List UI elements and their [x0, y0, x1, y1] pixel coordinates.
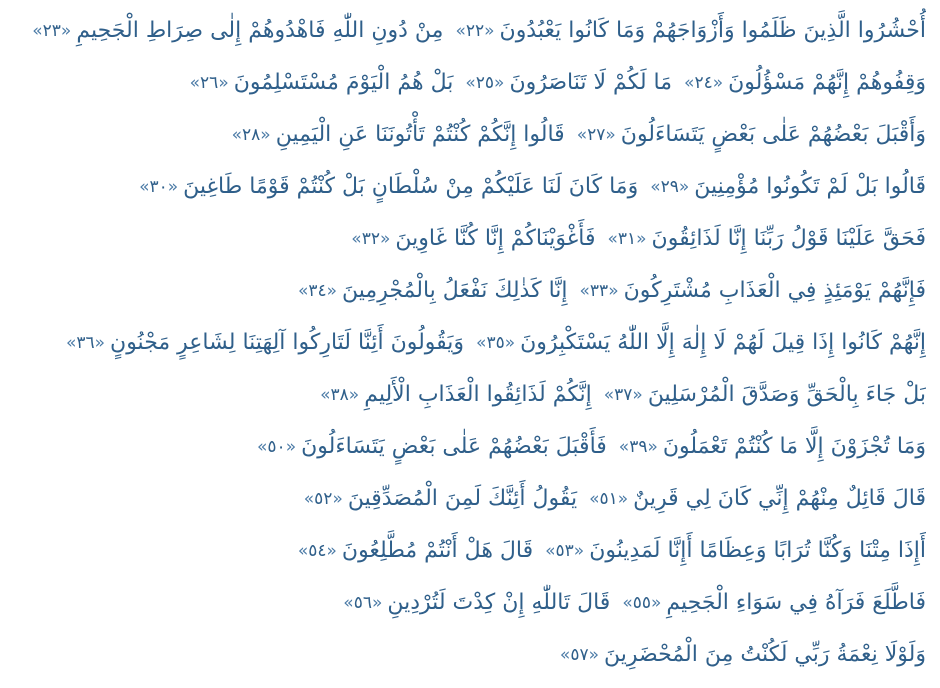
verse-number-marker [580, 266, 619, 316]
marker-ornament-icon: « [484, 21, 495, 41]
ayah [292, 486, 577, 511]
marker-ornament-icon: « [326, 541, 337, 561]
verse-number-marker [139, 162, 178, 212]
verse-number: ٣٤ [308, 281, 327, 301]
marker-ornament-icon: « [608, 281, 619, 301]
marker-ornament-icon: » [139, 177, 150, 197]
ayah-text: أُحْشُرُوا الَّذِينَ ظَلَمُوا وَأَزْوَاجَهُمْ وَمَا كَانُوا يَعْبُدُونَ [499, 18, 926, 43]
marker-ornament-icon: « [332, 489, 343, 509]
verse-number: ٢٤ [694, 73, 713, 93]
ayah-text: قَالَ هَلْ أَنْتُمْ مُطَّلِعُونَ [341, 538, 534, 563]
ayah [286, 278, 568, 303]
marker-ornament-icon: « [632, 385, 643, 405]
ayah [331, 590, 610, 615]
verse-number: ٣٩ [629, 437, 648, 457]
ayah [638, 174, 926, 199]
verse-number-marker [619, 422, 658, 472]
verse-number-marker [684, 58, 723, 108]
ayah-text: إِنَّكُمْ لَذَائِقُوا الْعَذَابِ الْأَلِيمِ [364, 382, 592, 407]
marker-ornament-icon: » [231, 125, 243, 145]
ayah-text: وَقِفُوهُمْ إِنَّهُمْ مَسْؤُلُونَ [728, 70, 926, 95]
ayah-text: وَيَقُولُونَ أَئِنَّا لَتَارِكُوا آلِهَتِنَا لِشَاعِرٍ مَجْنُونٍ [110, 330, 465, 355]
marker-ornament-icon: » [650, 177, 661, 197]
ayah-text: قَالَ قَائِلٌ مِنْهُمْ إِنِّي كَانَ لِي قَرِينٌ [633, 486, 926, 511]
marker-ornament-icon: » [545, 541, 556, 561]
verse-line [14, 474, 926, 526]
marker-ornament-icon: « [348, 385, 360, 405]
ayah [220, 122, 565, 147]
verse-number: ٢٨ [242, 125, 261, 145]
ayah [308, 382, 592, 407]
ayah-text: قَالُوا إِنَّكُمْ كُنْتُمْ تَأْتُونَنَا عَنِ الْيَمِينِ [275, 122, 565, 147]
ayah [568, 278, 926, 303]
marker-ornament-icon: « [94, 333, 106, 353]
ayah-text: فَحَقَّ عَلَيْنَا قَوْلُ رَبِّنَا إِنَّا لَذَائِقُونَ [651, 226, 926, 251]
ayah [178, 70, 454, 95]
verse-number-marker [465, 58, 504, 108]
verse-number: ٥٥ [632, 593, 651, 613]
marker-ornament-icon: » [65, 333, 77, 353]
marker-ornament-icon: « [60, 21, 72, 41]
verse-number: ٥٦ [353, 593, 372, 613]
verse-number: ٢٧ [587, 125, 606, 145]
ayah-text: يَقُولُ أَئِنَّكَ لَمِنَ الْمُصَدِّقِينَ [347, 486, 578, 511]
marker-ornament-icon: » [618, 437, 630, 457]
marker-ornament-icon: » [589, 489, 600, 509]
marker-ornament-icon: » [576, 125, 588, 145]
marker-ornament-icon: « [218, 73, 229, 93]
verse-number-marker [455, 6, 494, 56]
verse-number-marker [304, 474, 343, 524]
ayah [127, 174, 638, 199]
marker-ornament-icon: « [636, 229, 647, 249]
marker-ornament-icon: « [650, 593, 662, 613]
ayah [565, 122, 926, 147]
verse-line [14, 422, 926, 474]
marker-ornament-icon: « [647, 437, 658, 457]
ayah-text: أَإِذَا مِتْنَا وَكُنَّا تُرَابًا وَعِظَامًا أَإِنَّا لَمَدِينُونَ [589, 538, 926, 563]
verse-number: ٣٧ [614, 385, 633, 405]
verse-number-marker [66, 318, 105, 368]
marker-ornament-icon: « [285, 437, 297, 457]
ayah-text: إِنَّهُمْ كَانُوا إِذَا قِيلَ لَهُمْ لَا إِلٰهَ إِلَّا اللّٰهُ يَسْتَكْبِرُونَ [520, 330, 926, 355]
verse-number: ٣٦ [76, 333, 95, 353]
marker-ornament-icon: « [573, 541, 585, 561]
verse-number-marker [298, 266, 337, 316]
marker-ornament-icon: » [603, 385, 615, 405]
ayah-text: فَإِنَّهُمْ يَوْمَئِذٍ فِي الْعَذَابِ مُشْتَرِكُونَ [623, 278, 926, 303]
ayah-text: بَلْ جَاءَ بِالْحَقِّ وَصَدَّقَ الْمُرْسَلِينَ [647, 382, 926, 407]
verse-number-marker [476, 318, 515, 368]
verse-number-marker [607, 214, 646, 264]
verse-line [14, 630, 926, 682]
marker-ornament-icon: » [622, 593, 633, 613]
verse-number: ٣١ [617, 229, 637, 249]
ayah [453, 70, 672, 95]
ayah-text: إِنَّا كَذٰلِكَ نَفْعَلُ بِالْمُجْرِمِينَ [342, 278, 568, 303]
marker-ornament-icon: « [260, 125, 271, 145]
verse-number: ٢٢ [465, 21, 485, 41]
verse-number: ٥٤ [308, 541, 327, 561]
ayah-text: قَالُوا بَلْ لَمْ تَكُونُوا مُؤْمِنِينَ [694, 174, 926, 199]
verse-number: ٣٢ [361, 229, 380, 249]
verse-number: ٣٠ [149, 177, 168, 197]
verse-number: ٥٧ [570, 645, 589, 665]
verse-line [14, 58, 926, 110]
verse-number-marker [257, 422, 296, 472]
verse-lines [14, 6, 926, 682]
marker-ornament-icon: » [559, 645, 571, 665]
ayah-text: مَا لَكُمْ لَا تَنَاصَرُونَ [509, 70, 673, 95]
verse-number-marker [32, 6, 71, 56]
ayah-text: وَلَوْلَا نِعْمَةُ رَبِّي لَكُنْتُ مِنَ الْمُحْضَرِينَ [604, 642, 926, 667]
marker-ornament-icon: » [297, 541, 309, 561]
ayah-text: قَالَ تَاللّٰهِ إِنْ كِدْتَ لَتُرْدِينِ [387, 590, 611, 615]
verse-line [14, 6, 926, 58]
marker-ornament-icon: » [579, 281, 590, 301]
verse-number: ٢٣ [42, 21, 61, 41]
marker-ornament-icon: » [32, 21, 43, 41]
verse-number: ٥٢ [314, 489, 333, 509]
marker-ornament-icon: « [617, 489, 629, 509]
verse-line [14, 318, 926, 370]
marker-ornament-icon: » [607, 229, 618, 249]
marker-ornament-icon: « [712, 73, 724, 93]
ayah [607, 434, 926, 459]
verse-line [14, 370, 926, 422]
ayah-text: فَأَغْوَيْنَاكُمْ إِنَّا كُنَّا غَاوِينَ [395, 226, 596, 251]
verse-line [14, 526, 926, 578]
verse-line [14, 214, 926, 266]
ayah-text: فَاطَّلَعَ فَرَآهُ فِي سَوَاءِ الْجَحِيمِ [666, 590, 926, 615]
marker-ornament-icon: « [605, 125, 616, 145]
verse-number: ٢٦ [200, 73, 219, 93]
verse-number: ٥٠ [267, 437, 286, 457]
ayah [577, 486, 926, 511]
ayah [672, 70, 926, 95]
marker-ornament-icon: » [257, 437, 268, 457]
verse-number-marker [622, 578, 661, 628]
marker-ornament-icon: » [303, 489, 315, 509]
verse-number-marker [351, 214, 390, 264]
marker-ornament-icon: » [351, 229, 362, 249]
verse-number-marker [343, 578, 382, 628]
verse-number: ٥١ [599, 489, 618, 509]
verse-line [14, 578, 926, 630]
ayah [548, 642, 926, 667]
marker-ornament-icon: » [455, 21, 466, 41]
verse-number: ٥٣ [555, 541, 574, 561]
marker-ornament-icon: « [326, 281, 338, 301]
marker-ornament-icon: » [343, 593, 354, 613]
verse-number-marker [232, 110, 271, 160]
ayah [20, 18, 443, 43]
marker-ornament-icon: « [371, 593, 383, 613]
marker-ornament-icon: « [678, 177, 690, 197]
marker-ornament-icon: » [476, 333, 487, 353]
verse-number: ٢٩ [660, 177, 679, 197]
ayah [592, 382, 926, 407]
marker-ornament-icon: « [167, 177, 179, 197]
verse-number-marker [577, 110, 616, 160]
verse-line [14, 110, 926, 162]
marker-ornament-icon: » [684, 73, 695, 93]
verse-number-marker [560, 630, 599, 680]
ayah [443, 18, 926, 43]
verse-number: ٣٨ [330, 385, 349, 405]
ayah [286, 538, 533, 563]
ayah [595, 226, 926, 251]
marker-ornament-icon: « [588, 645, 599, 665]
ayah [339, 226, 595, 251]
marker-ornament-icon: » [465, 73, 476, 93]
verse-line [14, 162, 926, 214]
verse-number-marker [320, 370, 359, 420]
ayah [533, 538, 926, 563]
verse-number: ٢٥ [475, 73, 495, 93]
ayah [245, 434, 607, 459]
marker-ornament-icon: » [189, 73, 201, 93]
verse-line [14, 266, 926, 318]
marker-ornament-icon: « [379, 229, 391, 249]
verse-number-marker [190, 58, 229, 108]
ayah-text: مِنْ دُونِ اللّٰهِ فَاهْدُوهُمْ إِلٰى صِرَاطِ الْجَحِيمِ [76, 18, 444, 43]
marker-ornament-icon: » [297, 281, 309, 301]
marker-ornament-icon: « [494, 73, 505, 93]
ayah-text: فَأَقْبَلَ بَعْضُهُمْ عَلٰى بَعْضٍ يَتَسَاءَلُونَ [301, 434, 607, 459]
verse-number-marker [589, 474, 628, 524]
ayah [54, 330, 464, 355]
marker-ornament-icon: « [504, 333, 516, 353]
ayah-text: بَلْ هُمُ الْيَوْمَ مُسْتَسْلِمُونَ [233, 70, 454, 95]
ayah [464, 330, 926, 355]
verse-number-marker [545, 526, 584, 576]
ayah-text: وَأَقْبَلَ بَعْضُهُمْ عَلٰى بَعْضٍ يَتَسَاءَلُونَ [620, 122, 926, 147]
verse-number-marker [298, 526, 337, 576]
ayah-text: وَمَا كَانَ لَنَا عَلَيْكُمْ مِنْ سُلْطَانٍ بَلْ كُنْتُمْ قَوْمًا طَاغِينَ [183, 174, 639, 199]
marker-ornament-icon: » [320, 385, 331, 405]
ayah [610, 590, 926, 615]
verse-number: ٣٣ [589, 281, 609, 301]
verse-number: ٣٥ [486, 333, 505, 353]
verse-number-marker [604, 370, 643, 420]
ayah-text: وَمَا تُجْزَوْنَ إِلَّا مَا كُنْتُمْ تَعْمَلُونَ [662, 434, 926, 459]
verse-number-marker [650, 162, 689, 212]
